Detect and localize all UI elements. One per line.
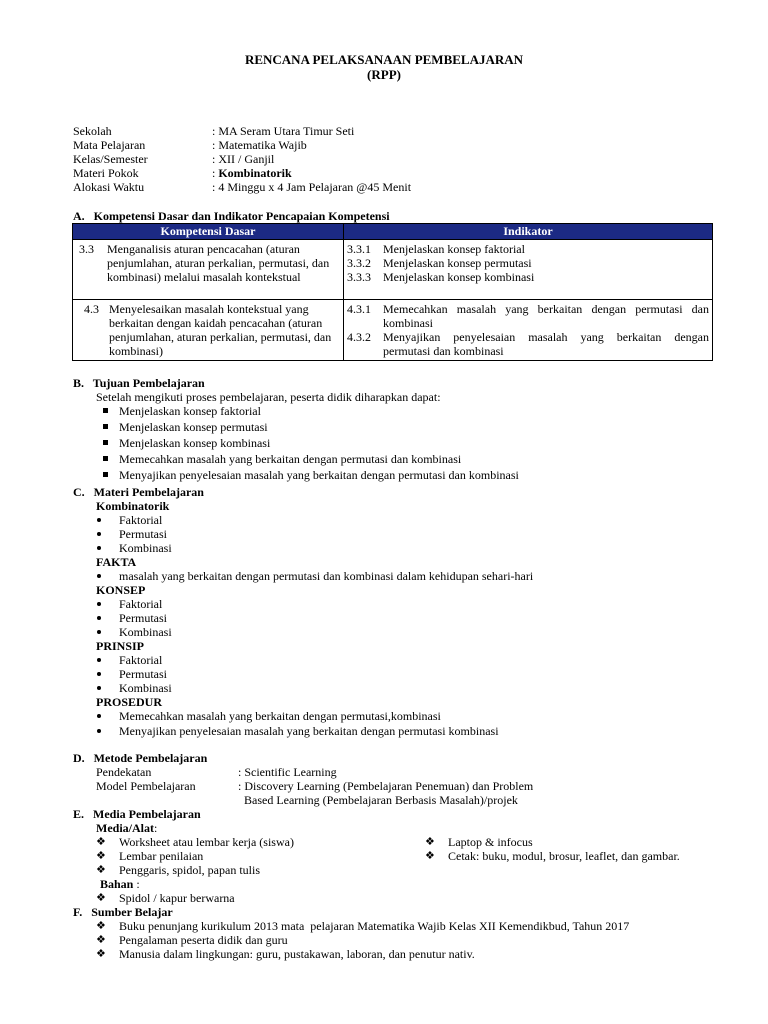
identity-value: : 4 Minggu x 4 Jam Pelajaran @45 Menit bbox=[212, 180, 412, 194]
diamond-bullet-icon: ❖ bbox=[96, 836, 106, 848]
media-alat-title: Media/Alat bbox=[96, 821, 154, 835]
diamond-bullet-icon: ❖ bbox=[425, 850, 435, 862]
identity-label: Alokasi Waktu bbox=[73, 180, 145, 194]
list-item: Memecahkan masalah yang berkaitan dengan permutasi,kombinasi bbox=[119, 709, 441, 723]
section-f-heading: F. Sumber Belajar bbox=[73, 905, 173, 919]
indikator-text: Menyajikan penyelesaian masalah yang berkaitan dengan permutasi dan kombinasi bbox=[383, 330, 709, 358]
indikator-text: Menjelaskan konsep permutasi bbox=[383, 256, 532, 270]
table-row bbox=[73, 300, 713, 361]
diamond-bullet-icon: ❖ bbox=[96, 948, 106, 960]
table-header-indikator: Indikator bbox=[344, 224, 713, 240]
list-item: Buku penunjang kurikulum 2013 mata pelajaran Matematika Wajib Kelas XII Kemendikbud, Tahun 2017 bbox=[119, 919, 630, 933]
diamond-bullet-icon: ❖ bbox=[96, 934, 106, 946]
competency-table bbox=[72, 223, 713, 361]
identity-value bbox=[212, 166, 292, 180]
list-item: Menjelaskan konsep permutasi bbox=[119, 420, 268, 434]
materi-group-title: KONSEP bbox=[96, 583, 146, 597]
list-item: Faktorial bbox=[119, 653, 163, 667]
indikator-number: 4.3.1 bbox=[347, 302, 371, 316]
list-item: Manusia dalam lingkungan: guru, pustakawan, laboran, dan penutur nativ. bbox=[119, 947, 475, 961]
pendekatan-value: : Scientific Learning bbox=[238, 765, 337, 779]
indikator-text: Memecahkan masalah yang berkaitan dengan permutasi dan kombinasi bbox=[383, 302, 709, 330]
materi-group-title: PRINSIP bbox=[96, 639, 145, 653]
square-bullet-icon bbox=[103, 456, 108, 461]
indikator-number: 3.3.1 bbox=[347, 242, 371, 256]
kd-number: 3.3 bbox=[79, 242, 94, 256]
materi-group-title: Kombinatorik bbox=[96, 499, 170, 513]
diamond-bullet-icon: ❖ bbox=[96, 892, 106, 904]
square-bullet-icon bbox=[103, 440, 108, 445]
materi-group-title: PROSEDUR bbox=[96, 695, 163, 709]
identity-value: : Matematika Wajib bbox=[212, 138, 307, 152]
list-item: Cetak: buku, modul, brosur, leaflet, dan gambar. bbox=[448, 849, 680, 863]
identity-label: Mata Pelajaran bbox=[73, 138, 146, 152]
page-subtitle: (RPP) bbox=[367, 67, 401, 82]
diamond-bullet-icon: ❖ bbox=[96, 920, 106, 932]
list-item: Laptop & infocus bbox=[448, 835, 533, 849]
pendekatan-label: Pendekatan bbox=[96, 765, 152, 779]
identity-value: : MA Seram Utara Timur Seti bbox=[212, 124, 355, 138]
bullet-dot-icon bbox=[97, 602, 101, 606]
bahan-colon: : bbox=[136, 877, 140, 891]
square-bullet-icon bbox=[103, 472, 108, 477]
section-e-heading: E. Media Pembelajaran bbox=[73, 807, 201, 821]
identity-value-prefix: : bbox=[212, 166, 219, 180]
kd-text: Menganalisis aturan pencacahan (aturan penjumlahan, aturan perkalian, permutasi, dan kombinasi) melalui masalah kontekstual bbox=[107, 242, 330, 284]
list-item: masalah yang berkaitan dengan permutasi dan kombinasi dalam kehidupan sehari-hari bbox=[119, 569, 534, 583]
indikator-number: 3.3.3 bbox=[347, 270, 371, 284]
bullet-dot-icon bbox=[97, 714, 101, 718]
bullet-dot-icon bbox=[97, 518, 101, 522]
materi-pokok-value: Kombinatorik bbox=[218, 166, 292, 180]
model-value: : Discovery Learning (Pembelajaran Penemuan) dan Problem bbox=[238, 779, 534, 793]
list-item: Menjelaskan konsep faktorial bbox=[119, 404, 261, 418]
kd-cell bbox=[73, 240, 344, 300]
identity-value: : XII / Ganjil bbox=[212, 152, 275, 166]
media-alat-label bbox=[96, 821, 157, 835]
list-item: Spidol / kapur berwarna bbox=[119, 891, 235, 905]
list-item: Worksheet atau lembar kerja (siswa) bbox=[119, 835, 294, 849]
list-item: Permutasi bbox=[119, 527, 167, 541]
section-b-heading: B. Tujuan Pembelajaran bbox=[73, 376, 205, 390]
model-label: Model Pembelajaran bbox=[96, 779, 196, 793]
bullet-dot-icon bbox=[97, 532, 101, 536]
bahan-title: Bahan bbox=[100, 877, 134, 891]
identity-label: Kelas/Semester bbox=[73, 152, 148, 166]
table-row bbox=[73, 240, 713, 300]
model-value-cont: Based Learning (Pembelajaran Berbasis Masalah)/projek bbox=[244, 793, 518, 807]
bullet-dot-icon bbox=[97, 658, 101, 662]
indikator-cell bbox=[344, 240, 713, 300]
bullet-dot-icon bbox=[97, 574, 101, 578]
list-item: Penggaris, spidol, papan tulis bbox=[119, 863, 260, 877]
indikator-cell bbox=[344, 300, 713, 361]
section-a-heading: A. Kompetensi Dasar dan Indikator Pencapaian Kompetensi bbox=[73, 209, 390, 223]
square-bullet-icon bbox=[103, 408, 108, 413]
indikator-number: 4.3.2 bbox=[347, 330, 371, 344]
square-bullet-icon bbox=[103, 424, 108, 429]
list-item: Faktorial bbox=[119, 513, 163, 527]
section-c-heading: C. Materi Pembelajaran bbox=[73, 485, 204, 499]
bahan-label bbox=[100, 877, 140, 891]
list-item: Menyajikan penyelesaian masalah yang berkaitan dengan permutasi kombinasi bbox=[119, 724, 499, 738]
media-alat-colon: : bbox=[154, 821, 158, 835]
kd-text: Menyelesaikan masalah kontekstual yang berkaitan dengan kaidah pencacahan (aturan penjumlahan, aturan perkalian, permutasi, dan kombinasi) bbox=[109, 302, 332, 358]
list-item: Pengalaman peserta didik dan guru bbox=[119, 933, 288, 947]
list-item: Permutasi bbox=[119, 611, 167, 625]
bullet-dot-icon bbox=[97, 672, 101, 676]
bullet-dot-icon bbox=[97, 630, 101, 634]
bullet-dot-icon bbox=[97, 686, 101, 690]
list-item: Kombinasi bbox=[119, 541, 172, 555]
list-item: Lembar penilaian bbox=[119, 849, 204, 863]
bullet-dot-icon bbox=[97, 616, 101, 620]
materi-group-title: FAKTA bbox=[96, 555, 137, 569]
diamond-bullet-icon: ❖ bbox=[425, 836, 435, 848]
list-item: Kombinasi bbox=[119, 625, 172, 639]
page-title: RENCANA PELAKSANAAN PEMBELAJARAN bbox=[244, 52, 524, 67]
list-item: Kombinasi bbox=[119, 681, 172, 695]
diamond-bullet-icon: ❖ bbox=[96, 864, 106, 876]
table-header-kd: Kompetensi Dasar bbox=[73, 224, 344, 240]
identity-label: Sekolah bbox=[73, 124, 112, 138]
kd-cell bbox=[73, 300, 344, 361]
table-header-row bbox=[73, 224, 713, 240]
list-item: Permutasi bbox=[119, 667, 167, 681]
indikator-number: 3.3.2 bbox=[347, 256, 371, 270]
section-d-heading: D. Metode Pembelajaran bbox=[73, 751, 208, 765]
indikator-text: Menjelaskan konsep faktorial bbox=[383, 242, 525, 256]
kd-number: 4.3 bbox=[84, 302, 99, 316]
list-item: Faktorial bbox=[119, 597, 163, 611]
list-item: Menyajikan penyelesaian masalah yang berkaitan dengan permutasi dan kombinasi bbox=[119, 468, 519, 482]
list-item: Memecahkan masalah yang berkaitan dengan permutasi dan kombinasi bbox=[119, 452, 462, 466]
bullet-dot-icon bbox=[97, 729, 101, 733]
diamond-bullet-icon: ❖ bbox=[96, 850, 106, 862]
list-item: Menjelaskan konsep kombinasi bbox=[119, 436, 271, 450]
section-b-intro: Setelah mengikuti proses pembelajaran, peserta didik diharapkan dapat: bbox=[96, 390, 441, 404]
bullet-dot-icon bbox=[97, 546, 101, 550]
identity-label: Materi Pokok bbox=[73, 166, 139, 180]
indikator-text: Menjelaskan konsep kombinasi bbox=[383, 270, 535, 284]
